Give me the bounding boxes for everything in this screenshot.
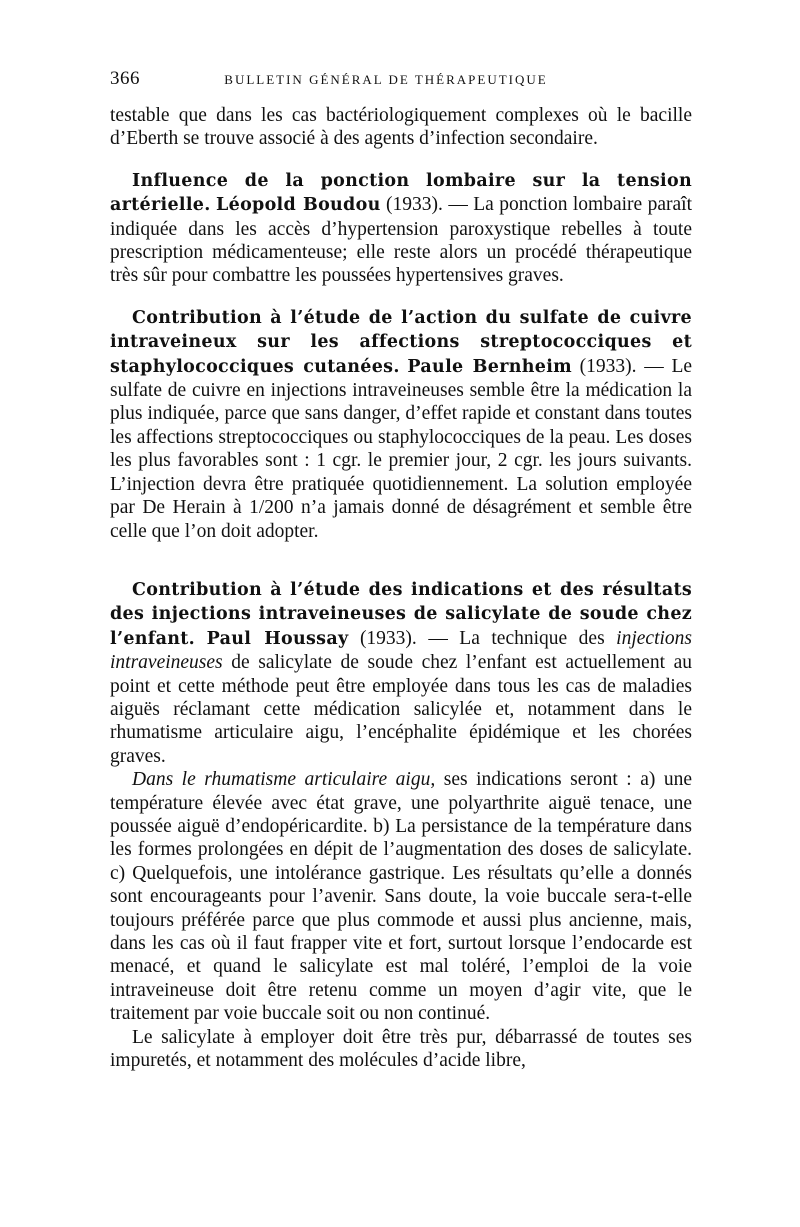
entry-author: Léopold Boudou xyxy=(216,195,381,216)
entry-title: Influence de la ponction lombaire sur la tension artérielle. xyxy=(110,170,692,216)
entry-title: Contribution à l’étude de l’action du sulfate de cuivre intraveineux sur les affections streptococciques et staphylococciques cutanées. xyxy=(110,307,692,377)
entry-author: Paul Houssay xyxy=(206,628,349,649)
entry-title: Contribution à l’étude des indications et des résultats des injections intraveineuses de salicylate de soude chez l’enfant. xyxy=(110,579,692,649)
journal-title: BULLETIN GÉNÉRAL DE THÉRAPEUTIQUE xyxy=(224,72,548,87)
continuation-paragraph xyxy=(110,104,692,151)
entry-text-after-italic: de salicylate de soude chez l’enfant est actuellement au point et cette méthode peut être employée dans tous les cas de maladies aiguës réclamant cette médication salicylée et, notamment dans le rhumatisme articulaire aigu, l’encéphalite épidémique et les chorées graves. xyxy=(110,652,693,767)
entry-houssay xyxy=(110,578,692,768)
entry-italic-phrase: injections intraveineuses xyxy=(110,627,692,674)
rhumatisme-text: ses indications seront : a) une température élevée avec état grave, une polyarthrite aiguë tenace, une poussée aiguë d’endopéricardite. b) La persistance de la température dans les formes prolongées en dépit de l’augmentation des doses de salicylate. c) Quelquefois, une intolérance gastrique. Les résultats qu’elle a donnés sont encourageants pour l’avenir. Sans doute, la voie buccale sera-t-elle toujours préférée parce que plus commode et aussi plus ancienne, mais, dans les cas où il faut frapper vite et fort, surtout lorsque l’endocarde est menacé, et quand le salicylate est mal toléré, l’emploi de la voie intraveineuse doit être retenu comme un moyen d’agir vite, que le traitement par voie buccale soit ou non continué. xyxy=(110,769,693,1025)
entry-author: Paule Bernheim xyxy=(407,356,572,377)
entry-year: (1933). xyxy=(386,194,443,216)
continuation-text: testable que dans les cas bactériologiquement complexes où le bacille d’Eberth se trouve associé à des agents d’infection secondaire. xyxy=(110,105,692,150)
running-header xyxy=(110,68,692,104)
entry-bernheim xyxy=(110,306,692,543)
rhumatisme-italic: Dans le rhumatisme articulaire aigu, xyxy=(132,769,436,791)
salicylate-paragraph xyxy=(110,1026,692,1073)
rhumatisme-paragraph xyxy=(110,768,692,1025)
body-text xyxy=(110,104,692,1072)
entry-year: (1933). xyxy=(579,355,637,377)
entry-text: — La ponction lombaire paraît indiquée dans les accès d’hypertension paroxystique rebelles à toute prescription médicamenteuse; elle reste alors un procédé thérapeutique très sûr pour combattre les poussées hypertensives graves. xyxy=(110,194,692,287)
entry-boudou xyxy=(110,169,692,288)
salicylate-text: Le salicylate à employer doit être très pur, débarrassé de toutes ses impuretés, et notamment des molécules d’acide libre, xyxy=(110,1026,692,1072)
entry-year: (1933). xyxy=(359,627,417,649)
entry-text: — Le sulfate de cuivre en injections intraveineuses semble être la médication la plus indiquée, parce que sans danger, d’effet rapide et constant dans toutes les affections streptococciques ou staphylococciques de la peau. Les doses les plus favorables sont : 1 cgr. le premier jour, 2 cgr. les jours suivants. L’injection devra être pratiquée quotidiennement. La solution employée par De Herain à 1/200 n’a jamais donné de désagrément et semble être celle que l’on doit adopter. xyxy=(110,355,693,542)
page-number: 366 xyxy=(110,68,140,89)
entry-text-before-italic: — La technique des xyxy=(428,627,605,649)
